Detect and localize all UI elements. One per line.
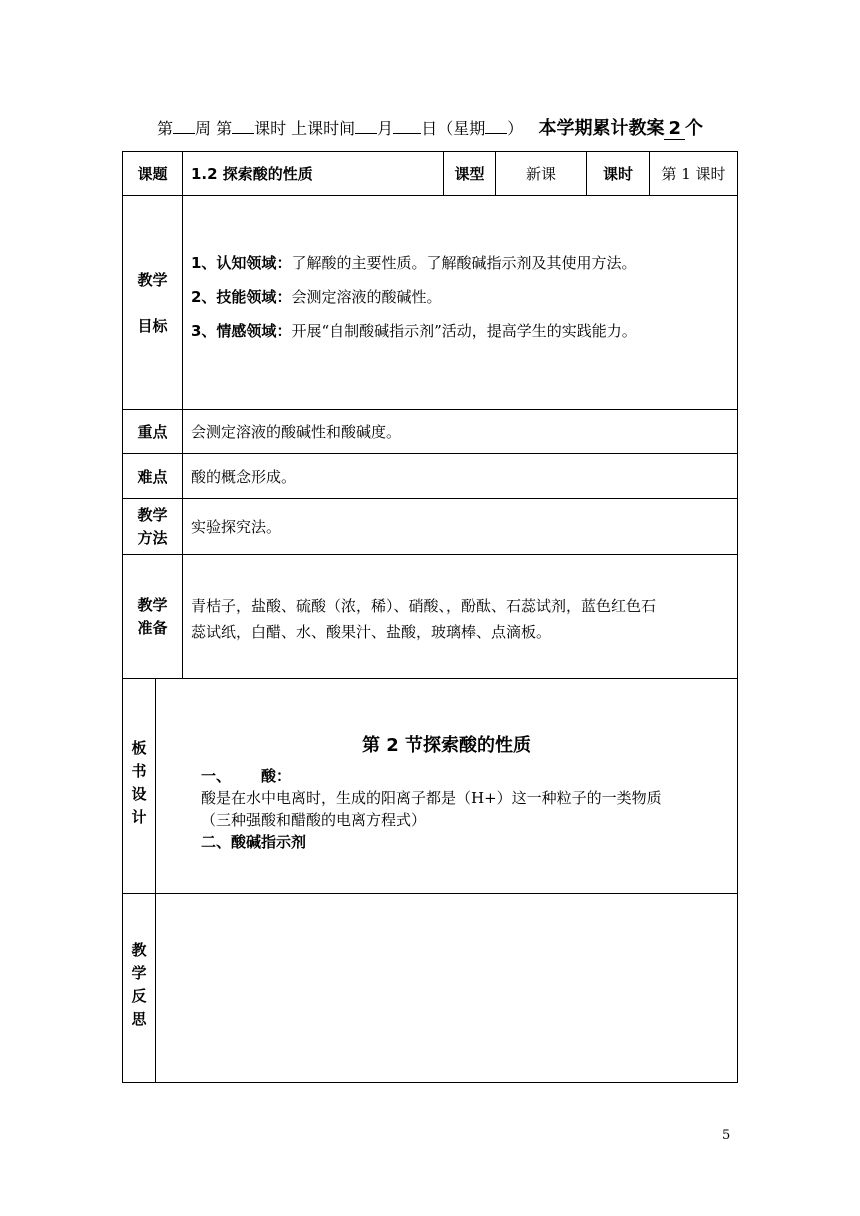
method-label: [122, 498, 183, 555]
goal-head: 3、情感领域：: [191, 322, 292, 340]
board-label-wrap: [122, 678, 156, 894]
goals-label-line2: 目标: [137, 316, 168, 335]
board-cell: [155, 678, 738, 894]
week-suffix: 周 第: [194, 119, 233, 138]
weekday-suffix: ）: [507, 119, 524, 138]
total-count: 2: [664, 118, 685, 140]
board-line1: 酸是在水中电离时，生成的阳离子都是（H+）这一种粒子的一类物质: [201, 789, 662, 807]
hours-label: 课时: [586, 151, 650, 196]
board-sec1-title: 酸：: [261, 767, 292, 785]
day-blank: [393, 119, 421, 134]
prep-line2: 蕊试纸，白醋、水、酸果汁、盐酸，玻璃棒、点滴板。: [191, 623, 552, 641]
total-label: 本学期累计教案: [538, 118, 665, 139]
prep-line1: 青桔子，盐酸、硫酸（浓，稀）、硝酸、，酚酞、石蕊试剂，蓝色红色石: [191, 597, 657, 615]
key-point-label: 重点: [122, 409, 183, 454]
prep-cell: [182, 554, 738, 679]
reflection-cell: [155, 893, 738, 1083]
goals-label: [122, 195, 183, 410]
day-suffix: 日（星期: [421, 119, 486, 138]
key-point-value: 会测定溶液的酸碱性和酸碱度。: [182, 409, 738, 454]
prep-label-line2: 准备: [137, 618, 168, 637]
goal-head: 2、技能领域：: [191, 288, 292, 306]
board-sec1: [201, 765, 291, 787]
board-label: 板书设计: [129, 740, 148, 832]
topic-cell: [182, 151, 444, 196]
board-sec1-num: 一、: [201, 767, 232, 785]
goal-text: 了解酸的主要性质。了解酸碱指示剂及其使用方法。: [291, 254, 637, 272]
reflection-label: 教学反思: [129, 942, 148, 1034]
board-title: 第 2 节探索酸的性质: [361, 735, 532, 756]
month-blank: [355, 119, 377, 134]
prep-label-line1: 教学: [137, 595, 168, 614]
prep-label: [122, 554, 183, 679]
reflection-label-wrap: [122, 893, 156, 1083]
topic-value: 1.2 探索酸的性质: [191, 165, 313, 183]
difficulty-label: 难点: [122, 453, 183, 499]
topic-label: 课题: [122, 151, 183, 196]
hours-value: 第 1 课时: [649, 151, 738, 196]
board-body: [201, 787, 662, 853]
goals-label-line1: 教学: [137, 270, 168, 289]
difficulty-value: 酸的概念形成。: [182, 453, 738, 499]
month-suffix: 月: [377, 119, 394, 138]
weekday-blank: [485, 119, 507, 134]
page-number: 5: [722, 1128, 731, 1143]
method-label-line1: 教学: [137, 505, 168, 524]
lesson-header: [0, 114, 860, 140]
prep-text: [191, 593, 656, 645]
period-suffix: 课时 上课时间: [254, 119, 356, 138]
method-value: 实验探究法。: [182, 498, 738, 555]
total-unit: 个: [685, 118, 704, 139]
period-blank: [232, 119, 254, 134]
board-line2: （三种强酸和醋酸的电离方程式）: [201, 811, 427, 829]
goal-item: [191, 280, 637, 314]
method-label-line2: 方法: [137, 528, 168, 547]
goal-item: [191, 246, 637, 280]
goal-item: [191, 314, 637, 348]
goals-list: [191, 246, 637, 348]
goal-text: 会测定溶液的酸碱性。: [291, 288, 442, 306]
week-blank: [173, 119, 195, 134]
board-sec2: 二、酸碱指示剂: [201, 833, 307, 851]
goals-cell: [182, 195, 738, 410]
goal-head: 1、认知领域：: [191, 254, 292, 272]
type-value: 新课: [495, 151, 587, 196]
week-prefix: 第: [156, 119, 173, 138]
type-label: 课型: [443, 151, 496, 196]
goal-text: 开展“自制酸碱指示剂”活动，提高学生的实践能力。: [291, 322, 637, 340]
